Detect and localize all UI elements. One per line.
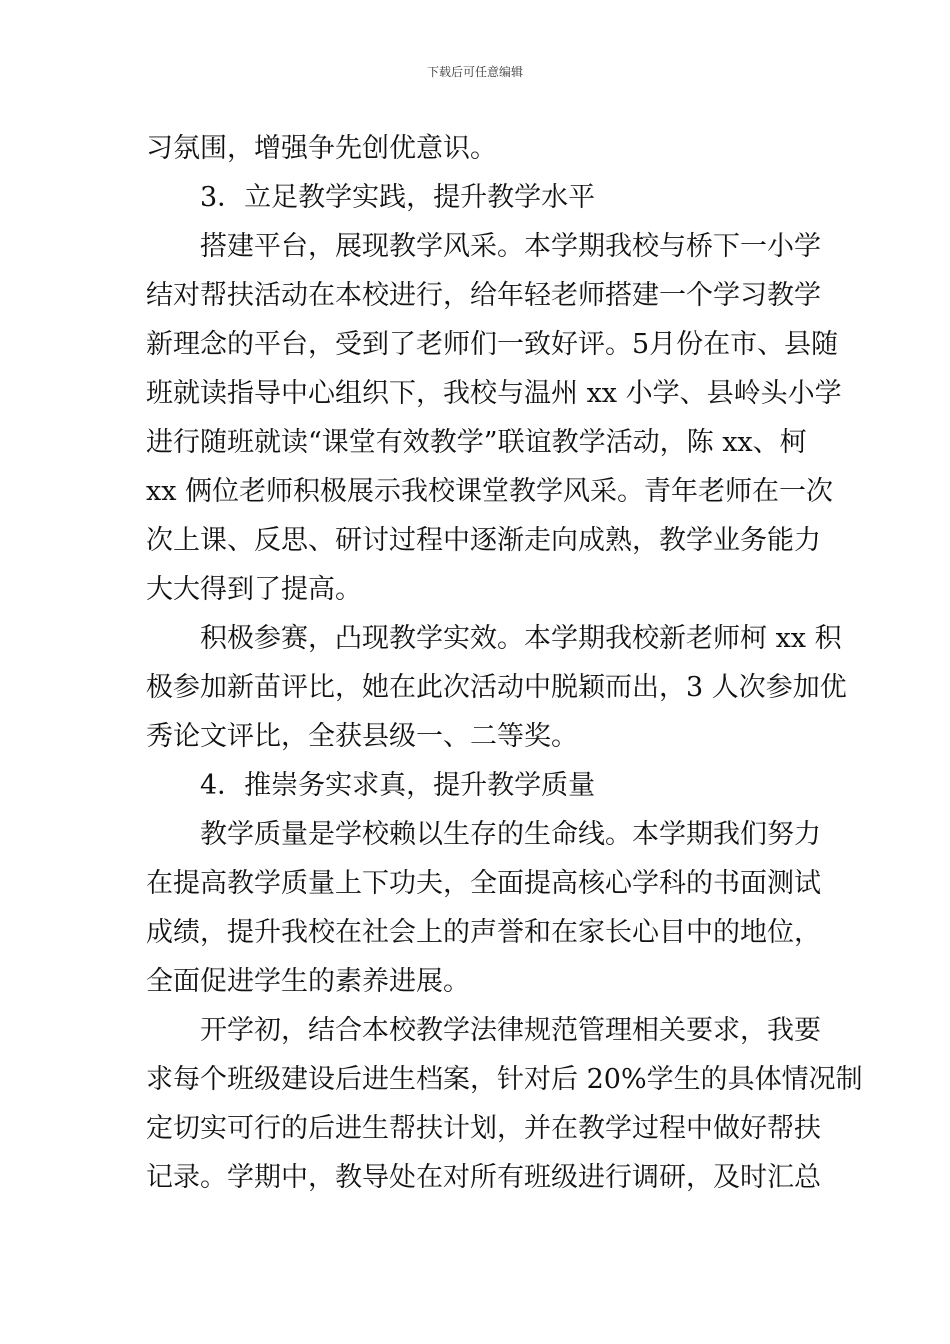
text-line: 全面促进学生的素养进展。 <box>146 966 470 997</box>
text-line: 成绩，提升我校在社会上的声誉和在家长心目中的地位， <box>146 917 821 948</box>
text-line: 新理念的平台，受到了老师们一致好评。5月份在市、县随 <box>146 329 839 360</box>
text-line: 次上课、反思、研讨过程中逐渐走向成熟，教学业务能力 <box>146 525 821 556</box>
paragraph-first-line: 积极参赛，凸现教学实效。本学期我校新老师柯 xx 积 <box>200 623 842 654</box>
text-line: 习氛围，增强争先创优意识。 <box>146 133 497 164</box>
paragraph-first-line: 3．立足教学实践，提升教学水平 <box>200 182 596 213</box>
text-line: 极参加新苗评比，她在此次活动中脱颖而出，3 人次参加优 <box>146 672 847 703</box>
text-line: 求每个班级建设后进生档案，针对后 20%学生的具体情况制 <box>146 1064 863 1095</box>
text-line: 在提高教学质量上下功夫，全面提高核心学科的书面测试 <box>146 868 821 899</box>
paragraph-first-line: 搭建平台，展现教学风采。本学期我校与桥下一小学 <box>200 231 821 262</box>
text-line: 记录。学期中，教导处在对所有班级进行调研，及时汇总 <box>146 1162 821 1193</box>
text-line: xx 俩位老师积极展示我校课堂教学风采。青年老师在一次 <box>146 476 834 507</box>
page-header-note: 下载后可任意编辑 <box>426 65 523 79</box>
paragraph-first-line: 开学初，结合本校教学法律规范管理相关要求，我要 <box>200 1015 821 1046</box>
text-line: 进行随班就读“课堂有效教学”联谊教学活动，陈 xx、柯 <box>146 427 807 458</box>
text-line: 班就读指导中心组织下，我校与温州 xx 小学、县岭头小学 <box>146 378 842 409</box>
text-line: 结对帮扶活动在本校进行，给年轻老师搭建一个学习教学 <box>146 280 821 311</box>
text-line: 定切实可行的后进生帮扶计划，并在教学过程中做好帮扶 <box>146 1113 821 1144</box>
document-body <box>146 124 863 1202</box>
paragraph-first-line: 教学质量是学校赖以生存的生命线。本学期我们努力 <box>200 819 821 850</box>
text-line: 大大得到了提高。 <box>146 574 362 605</box>
paragraph-first-line: 4．推崇务实求真，提升教学质量 <box>200 770 596 801</box>
text-line: 秀论文评比，全获县级一、二等奖。 <box>146 721 578 752</box>
